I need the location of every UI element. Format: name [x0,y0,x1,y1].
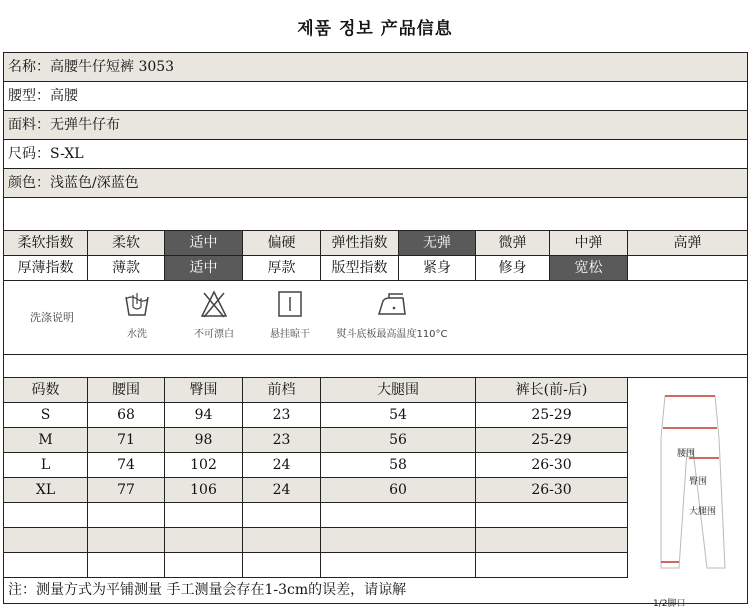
size-cell: 25-29 [476,403,628,428]
size-cell: 102 [165,453,243,478]
size-header: 大腿围 [321,378,476,403]
info-value: 高腰牛仔短裤 3053 [50,59,175,75]
thickness-row [4,256,747,281]
info-value: 高腰 [50,88,78,104]
size-cell: 26-30 [476,478,628,503]
size-cell: M [4,428,88,453]
softness-label: 柔软指数 [4,231,88,255]
info-label: 尺码： [8,146,50,162]
care-item-wash [112,289,162,340]
size-cell: 26-30 [476,453,628,478]
softness-medium-selected: 适中 [165,231,243,255]
info-row-name [4,53,747,82]
care-text-wash: 水洗 [127,329,147,340]
info-label: 腰型： [8,88,50,104]
size-cell: 56 [321,428,476,453]
size-header: 码数 [4,378,88,403]
spacer-row-2 [4,355,747,378]
care-item-no-bleach [184,289,244,340]
size-cell: 77 [88,478,165,503]
empty-cell [243,528,321,553]
info-label: 面料： [8,117,50,133]
size-cell: 25-29 [476,428,628,453]
size-header: 臀围 [165,378,243,403]
size-cell: 74 [88,453,165,478]
info-row-waist-type [4,82,747,111]
elasticity-none-selected: 无弹 [399,231,476,255]
size-cell: 58 [321,453,476,478]
thickness-label: 厚薄指数 [4,256,88,280]
size-header: 腰围 [88,378,165,403]
diagram-label-hem: 1/2脚口 [653,599,686,609]
measurement-diagram [627,378,747,609]
size-cell: 98 [165,428,243,453]
fit-empty [628,256,747,280]
hand-wash-icon [123,289,151,319]
diagram-label-thigh: 大腿围 [689,507,717,517]
empty-cell [4,528,88,553]
size-cell: 94 [165,403,243,428]
measurement-note: 注：测量方式为平铺测量 手工测量会存在1-3cm的误差，请谅解 [8,582,407,598]
size-cell: 54 [321,403,476,428]
elasticity-high: 高弹 [673,235,702,251]
info-value: 浅蓝色/深蓝色 [50,175,139,191]
page-title: 제품 정보 产品信息 [297,19,453,39]
empty-cell [476,528,628,553]
size-cell: 106 [165,478,243,503]
empty-cell [4,503,88,528]
fit-tight: 紧身 [399,256,476,280]
size-cell: 23 [243,428,321,453]
empty-cell [321,553,476,578]
care-item-hang-dry [260,289,320,340]
fit-label: 版型指数 [321,256,399,280]
size-cell: 71 [88,428,165,453]
empty-cell [321,503,476,528]
info-row-fabric [4,111,747,140]
info-label: 名称： [8,59,50,75]
care-instructions [4,281,747,355]
info-label: 颜色： [8,175,50,191]
empty-cell [88,503,165,528]
empty-cell [165,528,243,553]
empty-cell [165,553,243,578]
softness-soft: 柔软 [88,231,165,255]
empty-cell [165,503,243,528]
care-label: 洗涤说明 [30,311,74,324]
info-value: 无弹牛仔布 [50,117,120,133]
iron-icon [375,289,409,319]
info-row-color [4,169,747,198]
empty-cell [243,553,321,578]
size-header: 前档 [243,378,321,403]
size-cell: 23 [243,403,321,428]
diagram-label-hip: 臀围 [689,477,708,487]
diagram-label-waist: 腰围 [677,449,696,459]
empty-cell [88,553,165,578]
info-value: S-XL [50,146,84,162]
elasticity-medium: 中弹 [550,231,628,255]
softness-hard: 偏硬 [243,231,321,255]
care-text-iron: 熨斗底板最高温度110°C [336,329,448,340]
fit-slim: 修身 [476,256,550,280]
hang-dry-icon [276,289,304,319]
elasticity-slight: 微弹 [476,231,550,255]
size-cell: 68 [88,403,165,428]
empty-cell [88,528,165,553]
thickness-thick: 厚款 [243,256,321,280]
size-cell: XL [4,478,88,503]
care-item-iron [330,289,454,340]
thickness-thin: 薄款 [88,256,165,280]
size-cell: 24 [243,453,321,478]
size-cell: 60 [321,478,476,503]
empty-cell [243,503,321,528]
product-info-table [3,52,748,609]
elasticity-label: 弹性指数 [321,231,399,255]
spacer-row [4,198,747,231]
care-text-hang-dry: 悬挂晾干 [270,329,310,340]
size-cell: 24 [243,478,321,503]
thickness-medium-selected: 适中 [165,256,243,280]
pants-outline-icon [627,378,747,578]
size-header: 裤长(前-后) [476,378,628,403]
info-row-size [4,140,747,169]
size-table [4,378,627,578]
empty-cell [4,553,88,578]
size-cell: S [4,403,88,428]
empty-cell [476,503,628,528]
softness-row [4,231,747,256]
no-bleach-icon [200,289,228,319]
size-cell: L [4,453,88,478]
fit-loose-selected: 宽松 [550,256,628,280]
empty-cell [321,528,476,553]
care-text-no-bleach: 不可漂白 [194,329,234,340]
empty-cell [476,553,628,578]
